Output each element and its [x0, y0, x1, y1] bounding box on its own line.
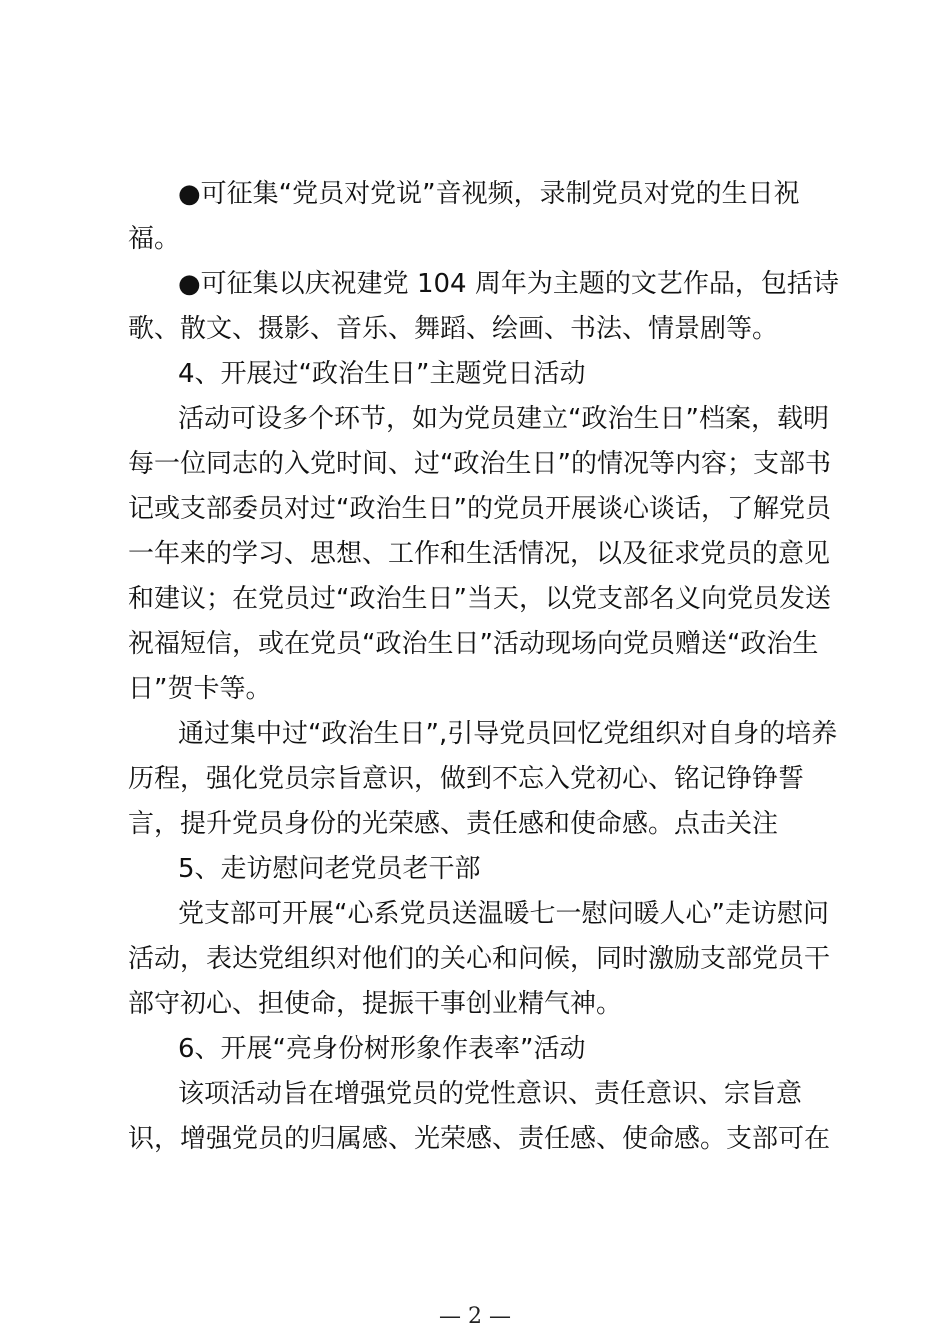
paragraph-line-3: ●可征集以庆祝建党 104 周年为主题的文艺作品，包括诗: [178, 269, 839, 299]
paragraph-line-2: 福。: [128, 224, 181, 254]
paragraph-line-17: 党支部可开展“心系党员送温暖七一慰问暖人心”走访慰问: [178, 899, 829, 929]
paragraph-line-8: 记或支部委员对过“政治生日”的党员开展谈心谈话，了解党员: [128, 494, 831, 524]
section-heading-4: 4、开展过“政治生日”主题党日活动: [178, 359, 586, 389]
paragraph-line-22: 识，增强党员的归属感、光荣感、责任感、使命感。支部可在: [128, 1124, 831, 1154]
section-heading-5: 5、走访慰问老党员老干部: [178, 854, 481, 884]
paragraph-line-15: 言，提升党员身份的光荣感、责任感和使命感。点击关注: [128, 809, 779, 839]
paragraph-line-19: 部守初心、担使命，提振干事创业精气神。: [128, 989, 623, 1019]
page-number: — 2 —: [439, 1304, 511, 1329]
paragraph-line-18: 活动，表达党组织对他们的关心和问候，同时激励支部党员干: [128, 944, 831, 974]
paragraph-line-1: ●可征集“党员对党说”音视频，录制党员对党的生日祝: [178, 179, 800, 209]
paragraph-line-11: 祝福短信，或在党员“政治生日”活动现场向党员赠送“政治生: [128, 629, 819, 659]
paragraph-line-14: 历程，强化党员宗旨意识，做到不忘入党初心、铭记铮铮誓: [128, 764, 805, 794]
paragraph-line-12: 日”贺卡等。: [128, 674, 272, 704]
paragraph-line-9: 一年来的学习、思想、工作和生活情况，以及征求党员的意见: [128, 539, 831, 569]
paragraph-line-6: 活动可设多个环节，如为党员建立“政治生日”档案，载明: [178, 404, 829, 434]
section-heading-6: 6、开展“亮身份树形象作表率”活动: [178, 1034, 586, 1064]
paragraph-line-4: 歌、散文、摄影、音乐、舞蹈、绘画、书法、情景剧等。: [128, 314, 779, 344]
paragraph-line-10: 和建议；在党员过“政治生日”当天，以党支部名义向党员发送: [128, 584, 831, 614]
paragraph-line-7: 每一位同志的入党时间、过“政治生日”的情况等内容；支部书: [128, 449, 831, 479]
paragraph-line-21: 该项活动旨在增强党员的党性意识、责任意识、宗旨意: [178, 1079, 803, 1109]
paragraph-line-13: 通过集中过“政治生日”,引导党员回忆党组织对自身的培养: [178, 719, 838, 749]
